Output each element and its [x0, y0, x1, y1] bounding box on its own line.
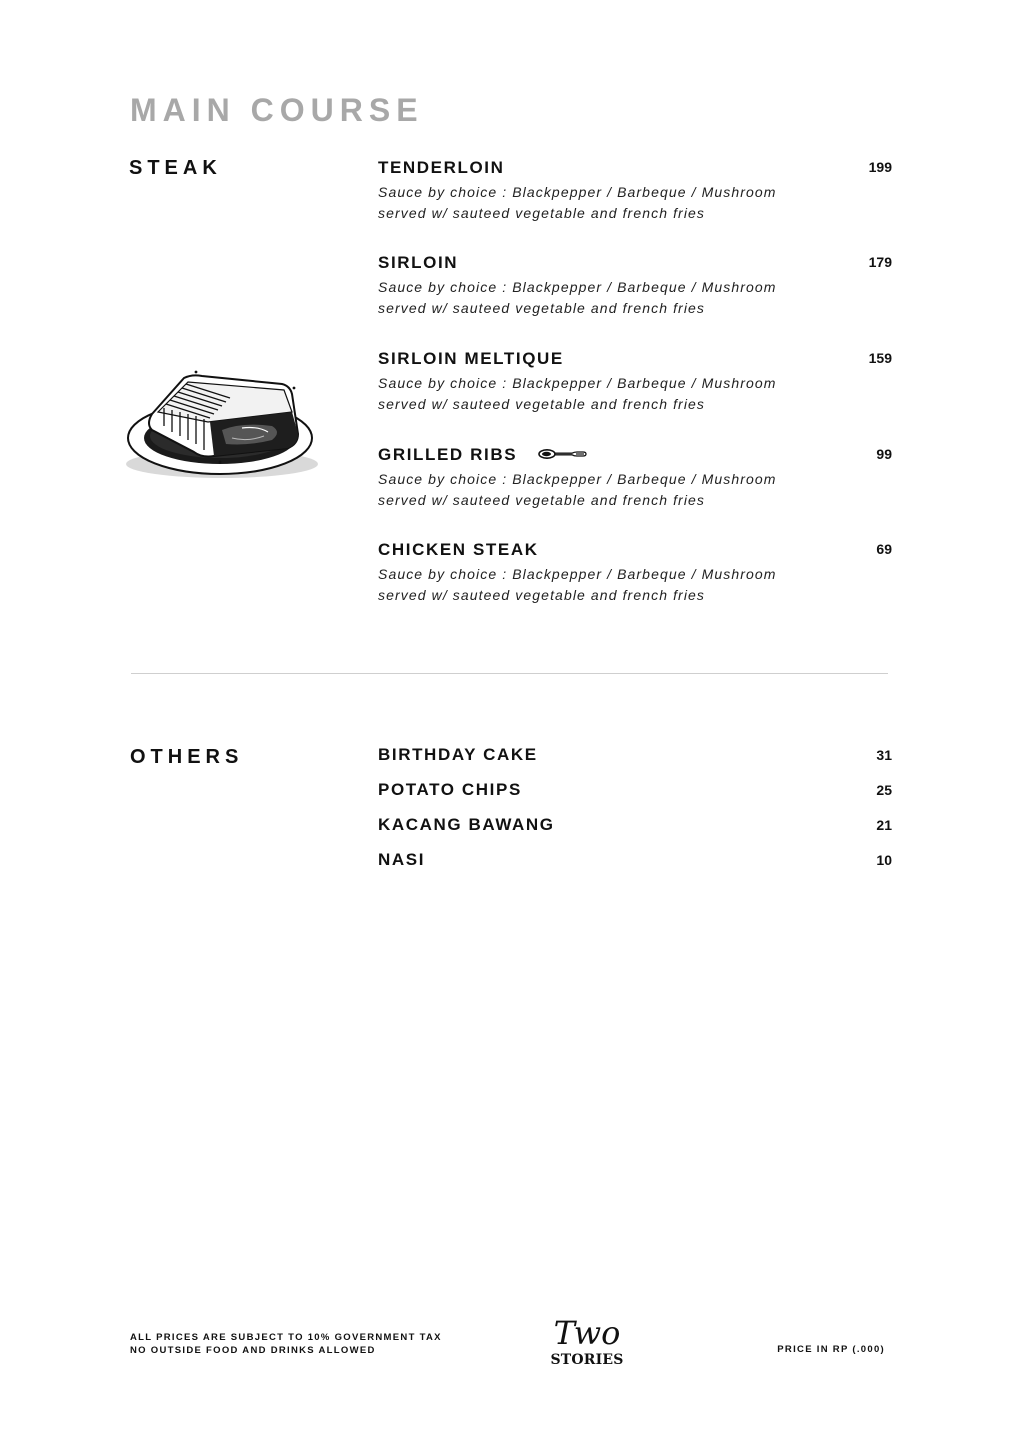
section-title-steak: STEAK: [129, 157, 222, 179]
steak-plate-illustration: [122, 364, 322, 484]
item-price: 31: [876, 747, 892, 763]
footer-note-line1: ALL PRICES ARE SUBJECT TO 10% GOVERNMENT TAX: [130, 1332, 442, 1343]
two-stories-logo: [549, 1310, 625, 1370]
item-description: [378, 564, 894, 606]
price-unit-note: PRICE IN RP (.000): [777, 1344, 885, 1355]
item-name: GRILLED RIBS: [378, 445, 518, 464]
item-description-line1: Sauce by choice : Blackpepper / Barbeque / Mushroom: [378, 279, 777, 295]
footer-note-line2: NO OUTSIDE FOOD AND DRINKS ALLOWED: [130, 1345, 376, 1356]
item-price: 179: [868, 254, 892, 270]
item-description: [378, 277, 894, 319]
item-description-line1: Sauce by choice : Blackpepper / Barbeque / Mushroom: [378, 566, 777, 582]
footer-note: [130, 1331, 442, 1357]
item-description: [378, 373, 894, 415]
item-price: 21: [876, 817, 892, 833]
menu-item: [378, 744, 894, 766]
item-description-line2: served w/ sauteed vegetable and french fries: [378, 587, 706, 603]
item-description: [378, 469, 894, 511]
section-divider: [131, 673, 888, 674]
item-description-line2: served w/ sauteed vegetable and french fries: [378, 492, 706, 508]
spoon-icon: [538, 447, 588, 461]
menu-item: [378, 849, 894, 871]
page-title: MAIN COURSE: [130, 92, 424, 128]
item-price: 69: [876, 541, 892, 557]
item-name: BIRTHDAY CAKE: [378, 745, 538, 764]
item-price: 159: [868, 350, 892, 366]
item-price: 25: [876, 782, 892, 798]
item-description-line2: served w/ sauteed vegetable and french fries: [378, 205, 706, 221]
section-title-others: OTHERS: [130, 746, 244, 768]
menu-item: [378, 157, 894, 224]
item-name: CHICKEN STEAK: [378, 540, 539, 559]
menu-item: [378, 539, 894, 606]
item-name: POTATO CHIPS: [378, 780, 522, 799]
menu-item: [378, 252, 894, 319]
item-price: 199: [868, 159, 892, 175]
item-description-line2: served w/ sauteed vegetable and french fries: [378, 300, 706, 316]
item-price: 10: [876, 852, 892, 868]
logo-script: Two: [553, 1314, 621, 1352]
item-description-line1: Sauce by choice : Blackpepper / Barbeque / Mushroom: [378, 184, 777, 200]
item-price: 99: [876, 446, 892, 462]
menu-item: [378, 444, 894, 511]
item-name: TENDERLOIN: [378, 158, 505, 177]
logo-text: STORIES: [550, 1352, 624, 1368]
item-description-line2: served w/ sauteed vegetable and french fries: [378, 396, 706, 412]
item-name: KACANG BAWANG: [378, 815, 555, 834]
menu-item: [378, 779, 894, 801]
item-description-line1: Sauce by choice : Blackpepper / Barbeque / Mushroom: [378, 375, 777, 391]
item-name: NASI: [378, 850, 426, 869]
item-description-line1: Sauce by choice : Blackpepper / Barbeque / Mushroom: [378, 471, 777, 487]
item-description: [378, 182, 894, 224]
menu-item: [378, 814, 894, 836]
menu-item: [378, 348, 894, 415]
item-name: SIRLOIN MELTIQUE: [378, 349, 564, 368]
item-name: SIRLOIN: [378, 253, 459, 272]
